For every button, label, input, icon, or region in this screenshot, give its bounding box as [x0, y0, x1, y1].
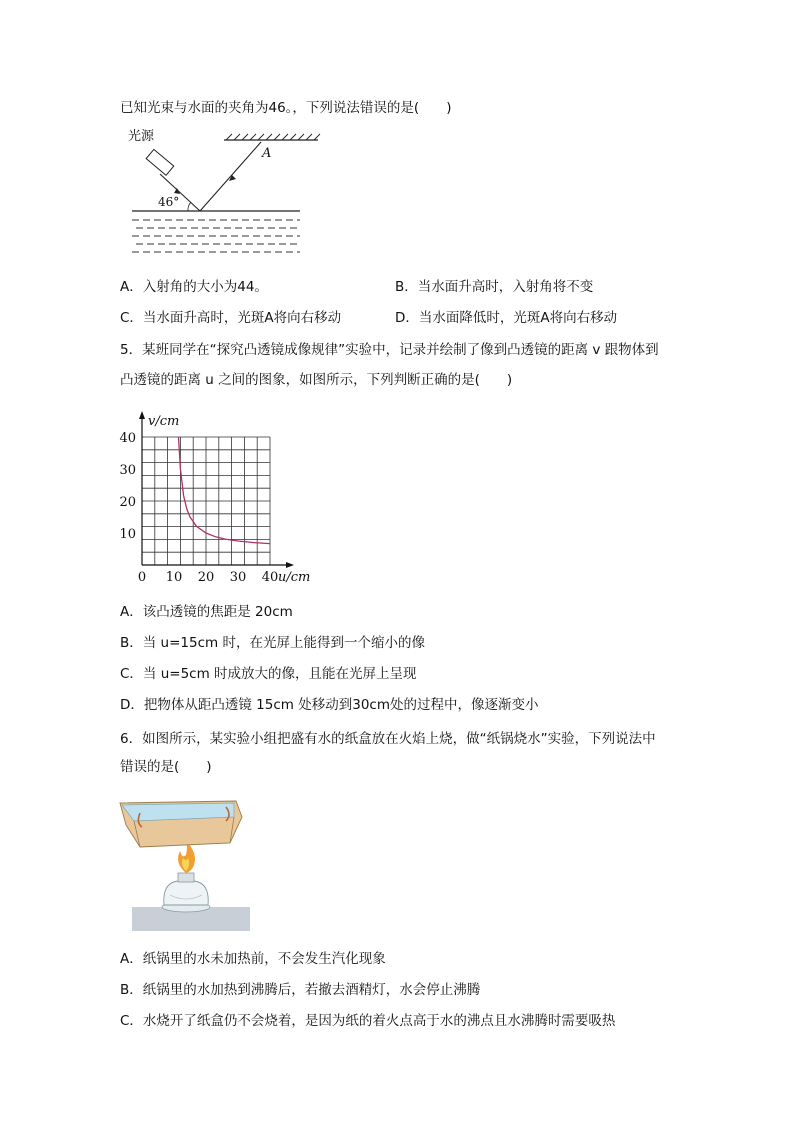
y-axis-label: v/cm — [148, 414, 180, 429]
y-axis-arrow — [139, 411, 145, 419]
q6-option-b: B．纸锅里的水加热到沸腾后，若撤去酒精灯，水会停止沸腾 — [120, 982, 481, 998]
q4-option-c: C．当水面升高时，光斑A将向右移动 — [120, 310, 342, 326]
reflected-arrow — [229, 175, 236, 181]
image-distance-chart — [112, 405, 327, 590]
q5-stem-line2: 凸透镜的距离 u 之间的图象，如图所示，下列判断正确的是( ) — [120, 372, 513, 388]
flame-icon — [178, 841, 195, 873]
x-tick-label: 0 — [137, 570, 147, 585]
reflection-figure — [128, 122, 328, 262]
water-lines — [132, 220, 300, 252]
q4-option-d: D．当水面降低时，光斑A将向右移动 — [395, 310, 618, 326]
reflected-ray — [200, 142, 261, 211]
q6-stem-line1: 6．如图所示，某实验小组把盛有水的纸盒放在火焰上烧，做“纸锅烧水”实验，下列说法中 — [120, 731, 656, 747]
q5-option-d: D．把物体从距凸透镜 15cm 处移动到30cm处的过程中，像逐渐变小 — [120, 697, 539, 713]
q6-option-a: A．纸锅里的水未加热前，不会发生汽化现象 — [120, 951, 386, 967]
paper-box-icon — [120, 801, 242, 847]
q5-stem-line1: 5．某班同学在“探究凸透镜成像规律”实验中，记录并绘制了像到凸透镜的距离 v 跟物体到 — [120, 342, 659, 358]
q5-option-c: C．当 u=5cm 时成放大的像，且能在光屏上呈现 — [120, 666, 417, 682]
light-source-icon — [146, 149, 174, 175]
spot-a-label: A — [262, 146, 272, 161]
y-tick-label: 30 — [119, 463, 136, 478]
alcohol-lamp-icon — [162, 873, 210, 912]
y-tick-label: 10 — [119, 527, 136, 542]
q5-option-b: B．当 u=15cm 时，在光屏上能得到一个缩小的像 — [120, 635, 425, 651]
x-axis-arrow — [286, 562, 294, 568]
x-tick-label: 30 — [229, 570, 247, 585]
y-tick-label: 40 — [119, 431, 136, 446]
x-tick-label: 20 — [197, 570, 215, 585]
x-tick-label: 40 — [261, 570, 279, 585]
q5-option-a: A．该凸透镜的焦距是 20cm — [120, 604, 293, 620]
angle-label: 46° — [158, 195, 180, 209]
q6-stem-line2: 错误的是( ) — [120, 759, 212, 775]
paper-pot-figure — [118, 795, 253, 935]
y-tick-label: 20 — [119, 495, 136, 510]
q4-option-b: B．当水面升高时，入射角将不变 — [395, 279, 594, 295]
q6-option-c: C．水烧开了纸盒仍不会烧着，是因为纸的着火点高于水的沸点且水沸腾时需要吸热 — [120, 1013, 616, 1029]
q4-stem: 已知光束与水面的夹角为46。，下列说法错误的是( ) — [120, 100, 452, 116]
x-axis-label: u/cm — [278, 570, 311, 585]
x-tick-label: 10 — [165, 570, 183, 585]
light-source-label: 光源 — [128, 129, 155, 144]
screen-hatch — [226, 134, 320, 140]
q4-option-a: A．入射角的大小为44。 — [120, 279, 268, 295]
series-line — [179, 437, 271, 544]
